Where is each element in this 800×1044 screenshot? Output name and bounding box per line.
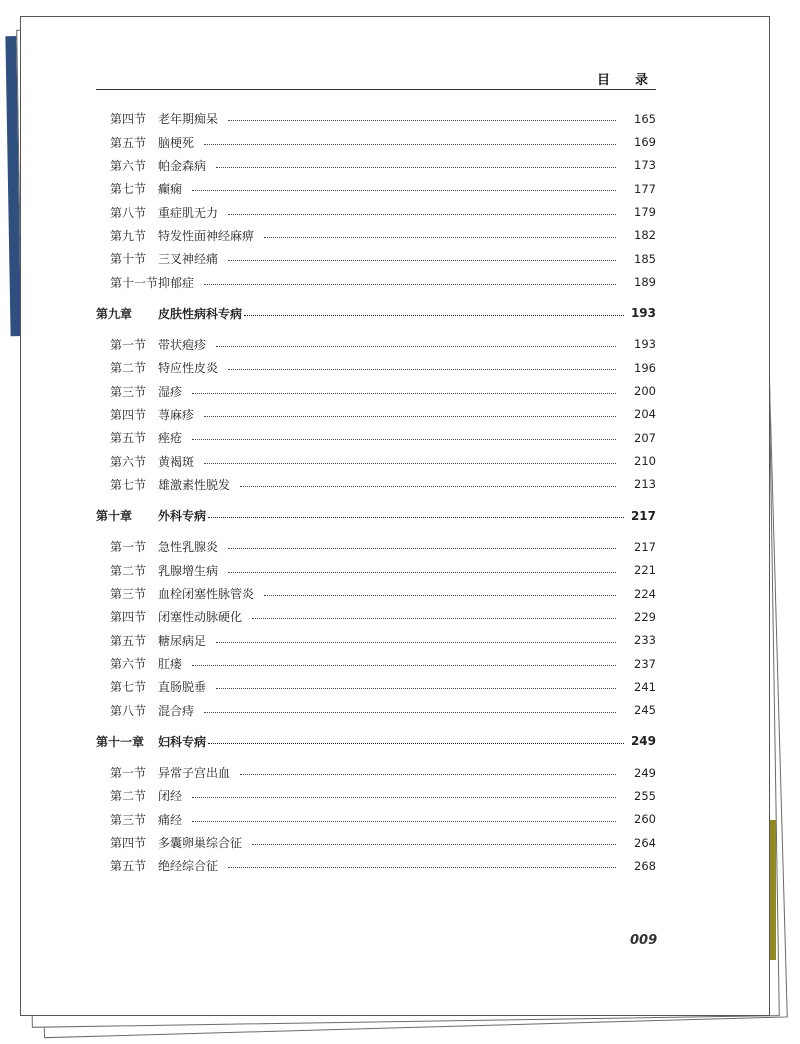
toc-entry[interactable]	[96, 535, 656, 558]
dot-leader	[216, 346, 616, 347]
toc-entry[interactable]	[96, 224, 656, 247]
section-number: 第七节	[110, 182, 147, 197]
section-number: 第四节	[110, 112, 147, 127]
section-title: 急性乳腺炎	[158, 540, 219, 555]
toc-entry[interactable]	[96, 784, 656, 807]
page-ref: 210	[634, 454, 656, 469]
dot-leader	[252, 618, 616, 619]
section-title: 抑郁症	[158, 275, 195, 290]
section-title: 乳腺增生病	[158, 563, 219, 578]
toc-entry[interactable]	[96, 808, 656, 831]
section-number: 第二节	[110, 789, 147, 804]
toc-entry[interactable]	[96, 130, 656, 153]
section-number: 第十一节	[110, 275, 159, 290]
toc-entry[interactable]	[96, 270, 656, 293]
section-number: 第四节	[110, 836, 147, 851]
section-title: 三叉神经痛	[158, 252, 219, 267]
section-title: 痛经	[158, 812, 183, 827]
chapter-page-ref: 249	[630, 734, 656, 749]
page-ref: 245	[634, 703, 656, 718]
page-ref: 165	[634, 111, 656, 126]
section-title: 雄激素性脱发	[158, 477, 231, 492]
section-number: 第五节	[110, 633, 147, 648]
dot-leader	[240, 774, 616, 775]
dot-leader	[208, 743, 624, 744]
dot-leader	[192, 797, 616, 798]
page-ref: 217	[634, 539, 656, 554]
page-ref: 229	[634, 609, 656, 624]
toc-entry[interactable]	[96, 403, 656, 426]
toc-entry[interactable]	[96, 356, 656, 379]
section-number: 第七节	[110, 680, 147, 695]
page-ref: 237	[634, 656, 656, 671]
section-title: 血栓闭塞性脉管炎	[158, 587, 255, 602]
dot-leader	[192, 821, 616, 822]
chapter-title: 妇科专病	[158, 734, 207, 749]
chapter-page-ref: 193	[630, 306, 656, 321]
section-number: 第七节	[110, 477, 147, 492]
page-ref: 268	[634, 858, 656, 873]
toc-entry[interactable]	[96, 582, 656, 605]
chapter-heading[interactable]	[96, 730, 656, 753]
section-number: 第三节	[110, 587, 147, 602]
section-title: 多囊卵巢综合征	[158, 836, 243, 851]
dot-leader	[216, 642, 616, 643]
section-number: 第三节	[110, 812, 147, 827]
dot-leader	[192, 393, 616, 394]
dot-leader	[264, 237, 616, 238]
dot-leader	[264, 595, 616, 596]
section-number: 第二节	[110, 361, 147, 376]
section-title: 直肠脱垂	[158, 680, 207, 695]
section-number: 第十节	[110, 252, 147, 267]
section-title: 帕金森病	[158, 158, 207, 173]
dot-leader	[228, 120, 616, 121]
toc-entry[interactable]	[96, 449, 656, 472]
section-number: 第四节	[110, 407, 147, 422]
section-number: 第六节	[110, 454, 147, 469]
toc-entry[interactable]	[96, 200, 656, 223]
page-ref: 196	[634, 360, 656, 375]
page-ref: 207	[634, 430, 656, 445]
toc-entry[interactable]	[96, 247, 656, 270]
dot-leader	[228, 548, 616, 549]
dot-leader	[216, 688, 616, 689]
dot-leader	[228, 260, 616, 261]
page-ref: 200	[634, 384, 656, 399]
page-ref: 260	[634, 812, 656, 827]
page-number: 009	[630, 933, 658, 948]
dot-leader	[244, 315, 624, 316]
toc-entry[interactable]	[96, 761, 656, 784]
section-title: 脑梗死	[158, 135, 195, 150]
section-number: 第二节	[110, 563, 147, 578]
toc-entry[interactable]	[96, 831, 656, 854]
toc-entry[interactable]	[96, 473, 656, 496]
chapter-title: 皮肤性病科专病	[158, 306, 243, 321]
page-ref: 221	[634, 563, 656, 578]
section-title: 闭经	[158, 789, 183, 804]
section-title: 特应性皮炎	[158, 361, 219, 376]
toc-entry[interactable]	[96, 379, 656, 402]
page-ref: 241	[634, 679, 656, 694]
dot-leader	[228, 369, 616, 370]
chapter-number: 第九章	[96, 306, 133, 321]
section-title: 闭塞性动脉硬化	[158, 610, 243, 625]
section-title: 肛瘘	[158, 657, 183, 672]
toc-entry[interactable]	[96, 107, 656, 130]
section-title: 湿疹	[158, 384, 183, 399]
section-number: 第五节	[110, 135, 147, 150]
section-title: 痤疮	[158, 431, 183, 446]
toc-entry[interactable]	[96, 629, 656, 652]
section-number: 第四节	[110, 610, 147, 625]
page-ref: 193	[634, 337, 656, 352]
page-ref: 249	[634, 765, 656, 780]
section-title: 癫痫	[158, 182, 183, 197]
chapter-heading[interactable]	[96, 504, 656, 527]
page-title: 目 录	[596, 73, 654, 88]
section-title: 绝经综合征	[158, 859, 219, 874]
toc-entry[interactable]	[96, 675, 656, 698]
section-title: 带状疱疹	[158, 337, 207, 352]
page-ref: 204	[634, 407, 656, 422]
page-ref: 255	[634, 788, 656, 803]
table-of-contents	[96, 107, 656, 878]
section-number: 第一节	[110, 337, 147, 352]
dot-leader	[204, 144, 616, 145]
dot-leader	[240, 486, 616, 487]
page-ref: 213	[634, 477, 656, 492]
chapter-title: 外科专病	[158, 509, 207, 524]
page-ref: 169	[634, 135, 656, 150]
dot-leader	[204, 284, 616, 285]
page-ref: 179	[634, 205, 656, 220]
section-number: 第五节	[110, 431, 147, 446]
section-number: 第六节	[110, 158, 147, 173]
section-title: 老年期痴呆	[158, 112, 219, 127]
dot-leader	[208, 517, 624, 518]
section-number: 第八节	[110, 205, 147, 220]
chapter-number: 第十章	[96, 509, 133, 524]
page-ref: 182	[634, 228, 656, 243]
section-title: 糖尿病足	[158, 633, 207, 648]
section-title: 黄褐斑	[158, 454, 195, 469]
page-ref: 173	[634, 158, 656, 173]
dot-leader	[252, 844, 616, 845]
dot-leader	[192, 439, 616, 440]
page-ref: 233	[634, 633, 656, 648]
toc-entry[interactable]	[96, 177, 656, 200]
toc-entry[interactable]	[96, 854, 656, 877]
dot-leader	[228, 867, 616, 868]
section-number: 第六节	[110, 657, 147, 672]
page-ref: 185	[634, 251, 656, 266]
toc-entry[interactable]	[96, 426, 656, 449]
section-title: 重症肌无力	[158, 205, 219, 220]
toc-entry[interactable]	[96, 333, 656, 356]
section-number: 第三节	[110, 384, 147, 399]
chapter-page-ref: 217	[630, 508, 656, 523]
chapter-heading[interactable]	[96, 302, 656, 325]
section-number: 第一节	[110, 540, 147, 555]
toc-entry[interactable]	[96, 699, 656, 722]
page-ref: 264	[634, 835, 656, 850]
dot-leader	[204, 416, 616, 417]
dot-leader	[192, 665, 616, 666]
dot-leader	[216, 167, 616, 168]
dot-leader	[204, 712, 616, 713]
dot-leader	[228, 214, 616, 215]
section-title: 荨麻疹	[158, 407, 195, 422]
toc-entry[interactable]	[96, 559, 656, 582]
section-number: 第五节	[110, 859, 147, 874]
page-ref: 224	[634, 586, 656, 601]
dot-leader	[192, 190, 616, 191]
section-title: 特发性面神经麻痹	[158, 228, 255, 243]
section-title: 混合痔	[158, 703, 195, 718]
dot-leader	[204, 463, 616, 464]
section-number: 第九节	[110, 228, 147, 243]
running-header	[96, 69, 656, 90]
dot-leader	[228, 572, 616, 573]
toc-entry[interactable]	[96, 652, 656, 675]
page-ref: 177	[634, 181, 656, 196]
toc-entry[interactable]	[96, 605, 656, 628]
section-title: 异常子宫出血	[158, 766, 231, 781]
section-number: 第一节	[110, 766, 147, 781]
toc-entry[interactable]	[96, 154, 656, 177]
page-ref: 189	[634, 275, 656, 290]
chapter-number: 第十一章	[96, 734, 145, 749]
section-number: 第八节	[110, 703, 147, 718]
